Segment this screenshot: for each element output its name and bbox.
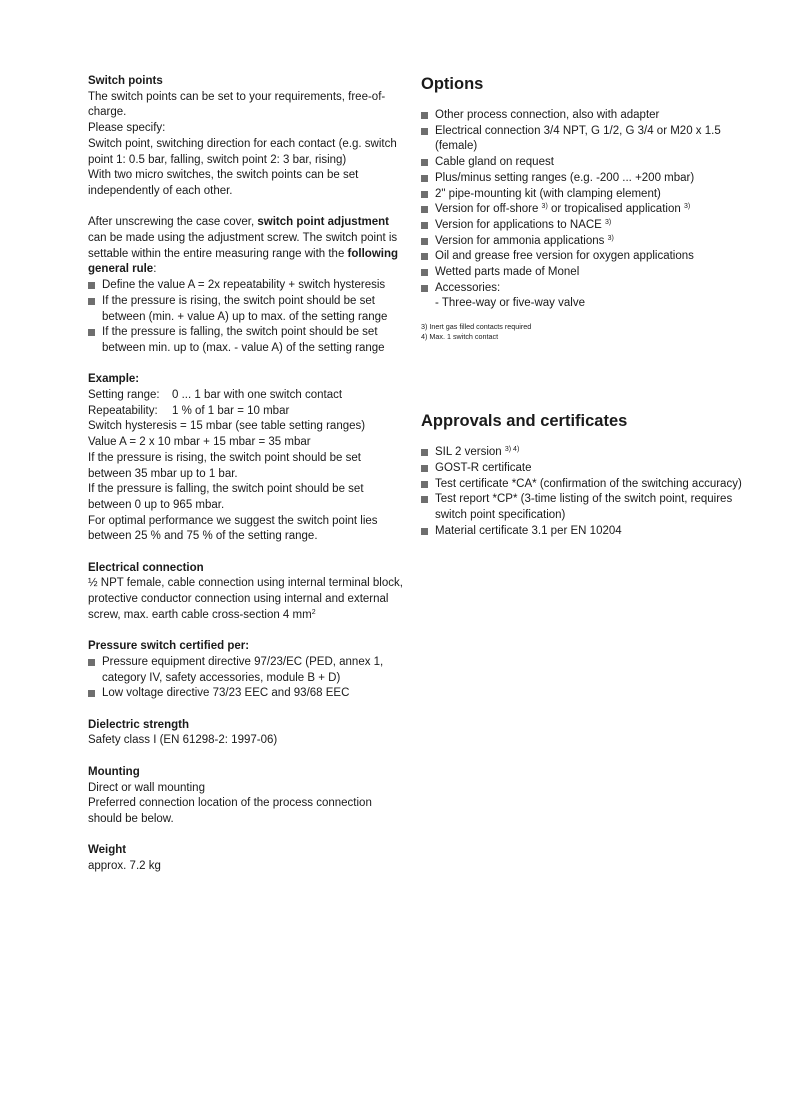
example-line: Value A = 2 x 10 mbar + 15 mbar = 35 mbar [88,436,311,449]
list-item: If the pressure is falling, the switch point should be set between min. up to (max. - value A) of the setting range [88,325,403,356]
list-item: Plus/minus setting ranges (e.g. -200 ... +200 mbar) [421,171,751,187]
certified-heading: Pressure switch certified per: [88,640,250,653]
list-item: SIL 2 version $^{3) 4)}$ [421,445,751,461]
options-heading: Options [421,75,484,93]
list-item: Wetted parts made of Monel [421,265,751,281]
approvals-list [421,445,751,539]
example-section [88,372,403,545]
weight-heading: Weight [88,844,127,857]
certified-section [88,639,403,702]
approvals-heading: Approvals and certificates [421,412,628,431]
options-list [421,108,751,312]
example-line: For optimal performance we suggest the switch point lies between 25 % and 75 % of the setting range. [88,514,378,543]
example-line: Switch hysteresis = 15 mbar (see table setting ranges) [88,420,366,433]
dielectric-section [88,718,403,749]
list-item: Pressure equipment directive 97/23/EC (PED, annex 1, category IV, safety accessories, module B + D) [88,655,403,686]
certified-list [88,655,403,702]
list-item: Cable gland on request [421,155,751,171]
example-line: If the pressure is rising, the switch point should be set between 35 mbar up to 1 bar. [88,451,361,480]
electrical-text: ½ NPT female, cable connection using internal terminal block, protective conductor connection using internal and external screw, max. earth cable cross-section 4 $mm^2$ [88,577,403,621]
list-item: Low voltage directive 73/23 EEC and 93/68 EEC [88,686,403,702]
footnote-3: 3) Inert gas filled contacts required [421,322,532,332]
list-item: If the pressure is rising, the switch point should be set between (min. + value A) up to max. of the setting range [88,294,403,325]
adjustment-text: After unscrewing the case cover, switch point adjustment can be made using the adjustment screw. The switch point is settable within the entire measuring range with the following general rule: [88,216,399,276]
adjustment-section [88,215,403,356]
list-item: Version for ammonia applications $^{3)}$ [421,234,751,250]
mounting-text-2: Preferred connection location of the process connection should be below. [88,797,372,825]
electrical-section [88,561,403,624]
switch-points-heading: Switch points [88,75,163,87]
mounting-text-1: Direct or wall mounting [88,781,205,794]
list-item: 2" pipe-mounting kit (with clamping element) [421,187,751,203]
list-item: GOST-R certificate [421,461,751,477]
right-column [421,74,751,539]
footnote-4: 4) Max. 1 switch contact [421,331,499,341]
switch-points-text-2: Please specify: [88,122,166,135]
switch-points-text-4: With two micro switches, the switch points can be set independently of each other. [88,169,359,197]
footnotes [421,322,751,341]
list-item: Material certificate 3.1 per EN 10204 [421,524,751,540]
example-repeatability: Repeatability: 1 % of 1 bar = 10 mbar [88,404,290,417]
electrical-heading: Electrical connection [88,561,204,574]
general-rule-list [88,278,403,357]
example-setting-range: Setting range: 0 ... 1 bar with one switch contact [88,389,343,402]
list-item: Electrical connection 3/4 NPT, G 1/2, G 3/4 or M20 x 1.5 (female) [421,124,751,155]
list-item: Test report *CP* (3-time listing of the switch point, requires switch point specification) [421,492,751,523]
switch-points-section [88,74,403,200]
list-item: Accessories: - Three-way or five-way valve [421,281,751,312]
example-line: If the pressure is falling, the switch point should be set between 0 up to 965 mbar. [88,483,364,511]
list-item: Test certificate *CA* (confirmation of the switching accuracy) [421,477,751,493]
mounting-section [88,765,403,828]
list-item: Version for applications to NACE $^{3)}$ [421,218,751,234]
list-item: Oil and grease free version for oxygen applications [421,249,751,265]
list-item: Other process connection, also with adapter [421,108,751,124]
weight-section [88,843,403,874]
left-column [88,74,403,890]
example-heading: Example: [88,373,140,386]
dielectric-text: Safety class I (EN 61298-2: 1997-06) [88,734,278,747]
list-item: Version for off-shore $^{3)}$ or tropicalised application $^{3)}$ [421,202,751,218]
switch-points-text-3: Switch point, switching direction for each contact (e.g. switch point 1: 0.5 bar, falling, switch point 2: 3 bar, rising) [88,137,397,166]
dielectric-heading: Dielectric strength [88,718,189,731]
weight-text: approx. 7.2 kg [88,860,161,873]
list-item: Define the value A = 2x repeatability + switch hysteresis [88,278,403,294]
switch-points-text-1: The switch points can be set to your requirements, free-of-charge. [88,90,386,119]
mounting-heading: Mounting [88,765,140,778]
